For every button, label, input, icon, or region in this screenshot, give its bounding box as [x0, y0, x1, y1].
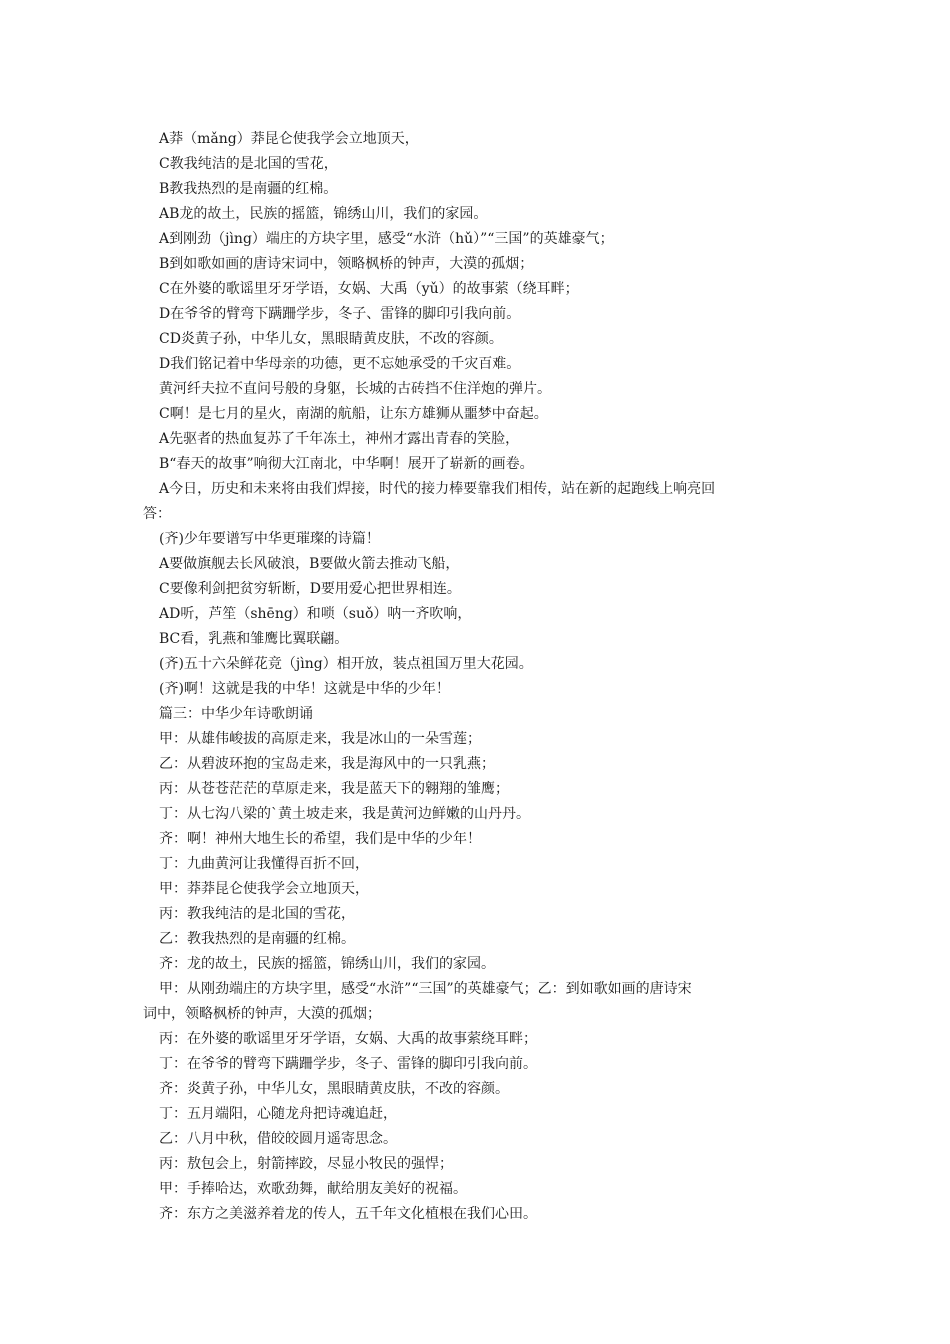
text-line: 丁：从七沟八梁的`黄土坡走来，我是黄河边鲜嫩的山丹丹。: [159, 806, 530, 822]
text-line: B到如歌如画的唐诗宋词中，领略枫桥的钟声，大漠的孤烟；: [159, 256, 534, 272]
section-heading: 篇三：中华少年诗歌朗诵: [159, 706, 313, 722]
text-line: 丙：教我纯洁的是北国的雪花，: [159, 906, 355, 922]
text-line: 甲：从雄伟峻拔的高原走来，我是冰山的一朵雪莲；: [159, 731, 481, 747]
text-line: D我们铭记着中华母亲的功德，更不忘她承受的千灾百难。: [159, 356, 521, 372]
text-line: A要做旗舰去长风破浪，B要做火箭去推动飞船，: [159, 556, 460, 572]
text-line: 齐：东方之美滋养着龙的传人，五千年文化植根在我们心田。: [159, 1206, 537, 1222]
paragraph-continuation-line: 词中，领略枫桥的钟声，大漠的孤烟；: [143, 1006, 381, 1022]
text-line: 丁：九曲黄河让我懂得百折不回，: [159, 856, 369, 872]
text-line: A先驱者的热血复苏了千年冻土，神州才露出青春的笑脸，: [159, 431, 520, 447]
text-line: AD听，芦笙（shēng）和唢（suǒ）呐一齐吹响，: [159, 606, 472, 622]
text-line: CD炎黄子孙，中华儿女，黑眼睛黄皮肤，不改的容颜。: [159, 331, 503, 347]
text-line: 甲：莽莽昆仑使我学会立地顶天，: [159, 881, 369, 897]
text-line: BC看，乳燕和雏鹰比翼联翩。: [159, 631, 349, 647]
text-line: 黄河纤夫拉不直问号般的身躯，长城的古砖挡不住洋炮的弹片。: [159, 381, 551, 397]
text-line: C在外婆的歌谣里牙牙学语，女娲、大禹（yǔ）的故事萦（绕耳畔；: [159, 281, 579, 297]
text-line: B教我热烈的是南疆的红棉。: [159, 181, 338, 197]
text-line: 丁：五月端阳，心随龙舟把诗魂追赶，: [159, 1106, 397, 1122]
text-line: (齐)五十六朵鲜花竞（jìng）相开放，装点祖国万里大花园。: [159, 656, 533, 672]
text-line: B“春天的故事”响彻大江南北，中华啊！展开了崭新的画卷。: [159, 456, 534, 472]
paragraph-continuation-line: 答：: [143, 506, 171, 522]
text-line: 甲：手捧哈达，欢歌劲舞，献给朋友美好的祝福。: [159, 1181, 467, 1197]
text-line: 丙：从苍苍茫茫的草原走来，我是蓝天下的翱翔的雏鹰；: [159, 781, 509, 797]
document-body: [143, 127, 809, 1227]
text-line: A到刚劲（jìng）端庄的方块字里，感受“水浒（hǔ）”“三国”的英雄豪气；: [159, 231, 614, 247]
text-line: 齐：啊！神州大地生长的希望，我们是中华的少年！: [159, 831, 481, 847]
text-line: 丁：在爷爷的臂弯下蹒跚学步，冬子、雷锋的脚印引我向前。: [159, 1056, 537, 1072]
text-line: 乙：从碧波环抱的宝岛走来，我是海风中的一只乳燕；: [159, 756, 495, 772]
text-line: AB龙的故土，民族的摇篮，锦绣山川，我们的家园。: [159, 206, 488, 222]
text-line: D在爷爷的臂弯下蹒跚学步，冬子、雷锋的脚印引我向前。: [159, 306, 521, 322]
paragraph-first-line: 甲：从刚劲端庄的方块字里，感受“水浒”“三国”的英雄豪气；乙：到如歌如画的唐诗宋: [159, 981, 692, 997]
text-line: (齐)啊！这就是我的中华！这就是中华的少年！: [159, 681, 450, 697]
text-line: 齐：炎黄子孙，中华儿女，黑眼睛黄皮肤，不改的容颜。: [159, 1081, 509, 1097]
text-line: A莽（mǎng）莽昆仑使我学会立地顶天，: [159, 131, 419, 147]
text-line: C要像利剑把贫穷斩断，D要用爱心把世界相连。: [159, 581, 461, 597]
text-line: C教我纯洁的是北国的雪花，: [159, 156, 338, 172]
text-line: 乙：八月中秋，借皎皎圆月遥寄思念。: [159, 1131, 397, 1147]
text-line: 丙：敖包会上，射箭摔跤，尽显小牧民的强悍；: [159, 1156, 453, 1172]
paragraph-first-line: A今日，历史和未来将由我们焊接，时代的接力棒要靠我们相传，站在新的起跑线上响亮回: [159, 481, 716, 497]
text-line: C啊！是七月的星火，南湖的航船，让东方雄狮从噩梦中奋起。: [159, 406, 548, 422]
text-line: 乙：教我热烈的是南疆的红棉。: [159, 931, 355, 947]
text-line: (齐)少年要谱写中华更璀璨的诗篇！: [159, 531, 380, 547]
text-line: 齐：龙的故土，民族的摇篮，锦绣山川，我们的家园。: [159, 956, 495, 972]
text-line: 丙：在外婆的歌谣里牙牙学语，女娲、大禹的故事萦绕耳畔；: [159, 1031, 537, 1047]
